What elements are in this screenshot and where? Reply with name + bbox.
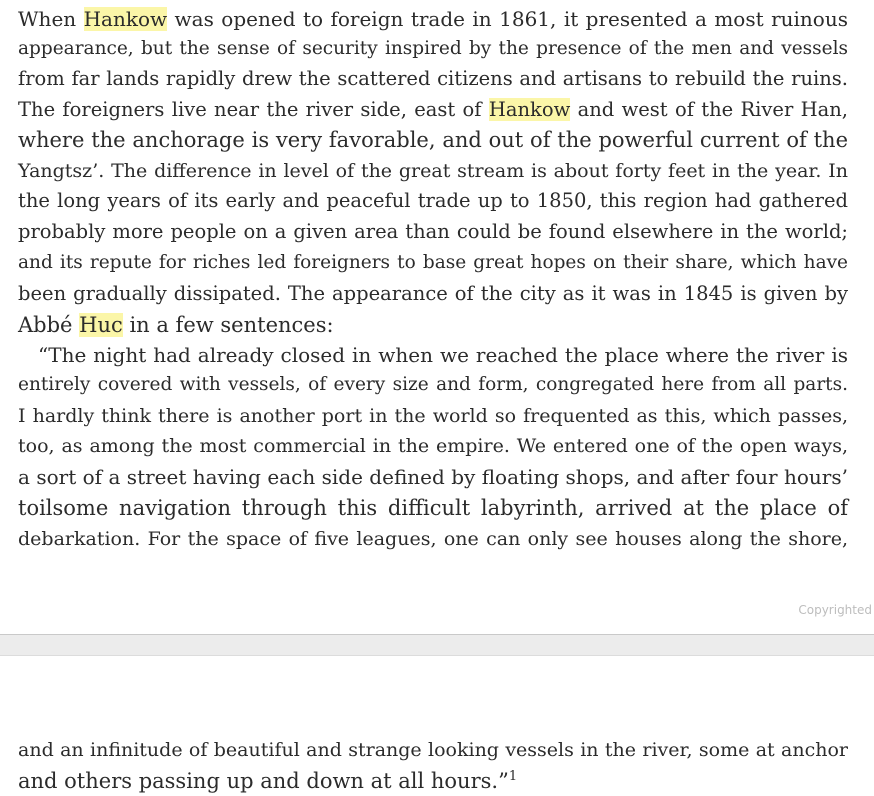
footnote-reference[interactable]: 1 — [508, 769, 518, 784]
text-line: been gradually dissipated. The appearance of the city as it was in 1845 is given by — [18, 282, 848, 305]
text-line: toilsome navigation through this difficult labyrinth, arrived at the place of — [18, 496, 848, 520]
page-separator — [0, 634, 874, 656]
page-bottom — [0, 656, 874, 796]
text-line: The foreigners live near the river side, east of Hankow and west of the River Han, — [18, 98, 848, 121]
text-line: too, as among the most commercial in the empire. We entered one of the open ways, — [18, 435, 848, 457]
text-line: probably more people on a given area than could be found elsewhere in the world; — [18, 220, 848, 243]
copyright-watermark: Copyrighted — [798, 603, 872, 617]
text-line: and others passing up and down at all hours.”$^1$ — [18, 769, 518, 793]
text-line: “The night had already closed in when we reached the place where the river is — [38, 343, 848, 367]
text-line: Yangtsz’. The difference in level of the great stream is about forty feet in the year. In — [18, 160, 848, 182]
text-line: from far lands rapidly drew the scattered citizens and artisans to rebuild the ruins. — [18, 67, 848, 90]
text-line: where the anchorage is very favorable, and out of the powerful current of the — [18, 128, 848, 152]
text-line: Abbé Huc in a few sentences: — [18, 313, 334, 337]
text-line: appearance, but the sense of security inspired by the presence of the men and vessels — [18, 38, 848, 59]
text-line: and an infinitude of beautiful and strange looking vessels in the river, some at anchor — [18, 739, 848, 761]
search-highlight[interactable]: Hankow — [488, 98, 571, 121]
text-line: the long years of its early and peaceful trade up to 1850, this region had gathered — [18, 189, 848, 212]
text-line: debarkation. For the space of five leagues, one can only see houses along the shore, — [18, 528, 848, 550]
search-highlight[interactable]: Hankow — [83, 7, 168, 31]
text-line: a sort of a street having each side defined by floating shops, and after four hours’ — [18, 465, 848, 489]
text-line: I hardly think there is another port in the world so frequented as this, which passes, — [18, 405, 848, 427]
search-highlight[interactable]: Huc — [79, 313, 123, 337]
text-line: entirely covered with vessels, of every size and form, congregated here from all parts. — [18, 374, 848, 395]
text-line: and its repute for riches led foreigners to base great hopes on their share, which have — [18, 252, 848, 273]
text-line: When Hankow was opened to foreign trade in 1861, it presented a most ruinous — [18, 7, 848, 31]
